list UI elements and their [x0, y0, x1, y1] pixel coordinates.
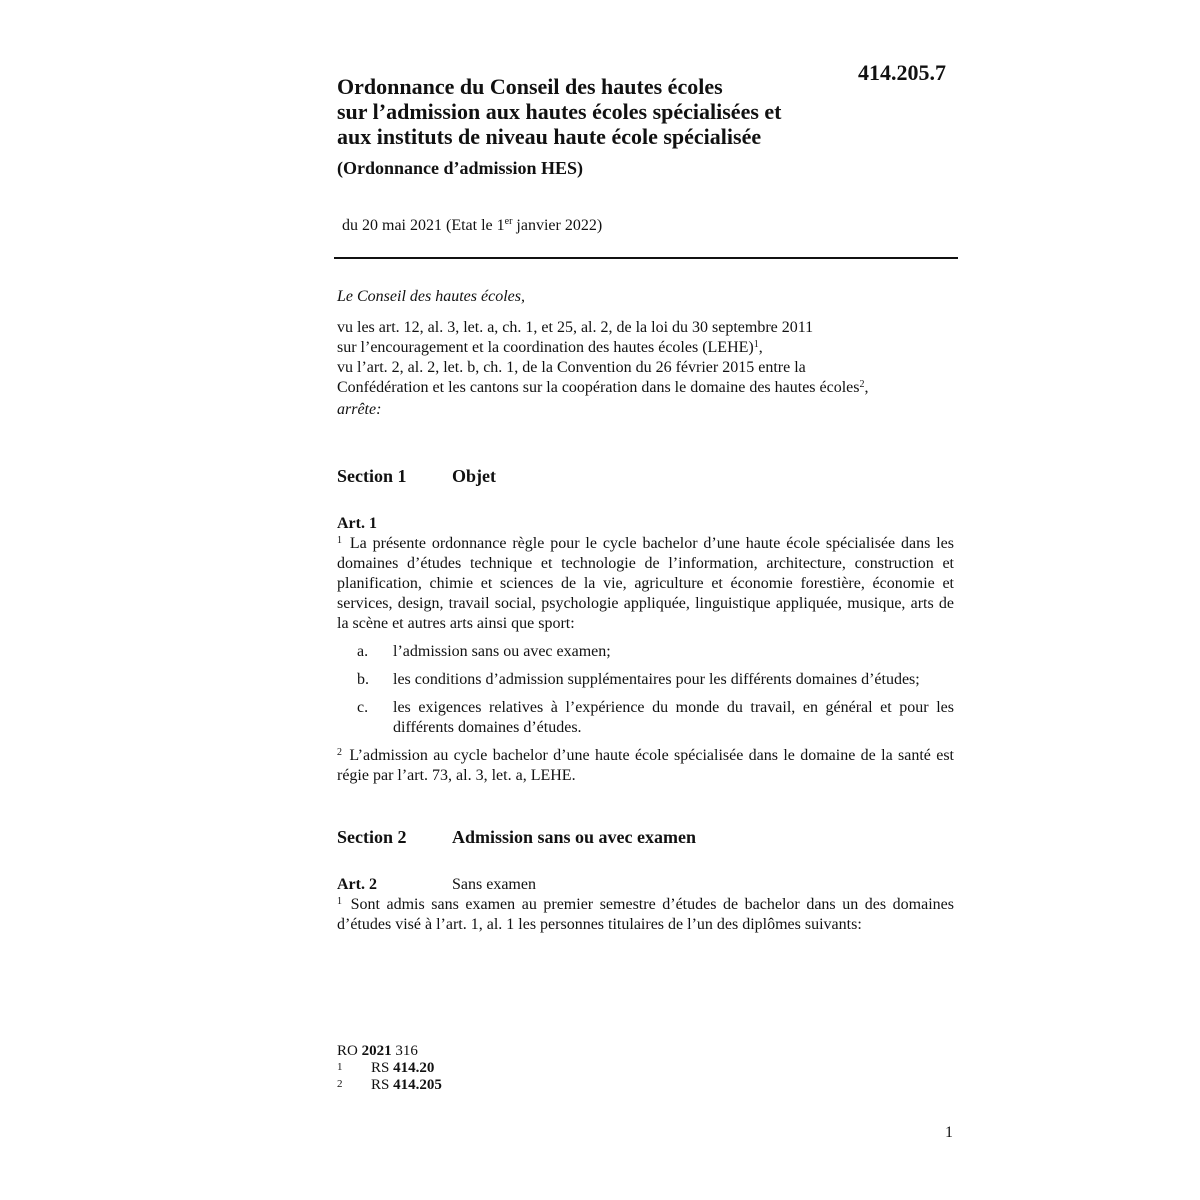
article-2-title: Sans examen: [452, 876, 536, 893]
footnote-item: [337, 1060, 442, 1077]
list-item-text: les exigences relatives à l’expérience du monde du travail, en général et pour les différents domaines d’études.: [393, 699, 954, 736]
preamble-issuer: Le Conseil des hautes écoles,: [337, 288, 525, 305]
article-1-paragraph-2: [337, 746, 954, 786]
footnote-ref: 414.20: [393, 1060, 435, 1076]
footnote-ref-1[interactable]: 1: [753, 339, 759, 350]
list-item-letter: c.: [357, 699, 369, 716]
document-body: [337, 287, 954, 935]
title-line-1: Ordonnance du Conseil des hautes écoles: [337, 74, 723, 99]
section-1-heading: [337, 465, 954, 487]
date-superscript: er: [504, 216, 513, 227]
list-item-letter: b.: [357, 671, 369, 688]
title-line-2: sur l’admission aux hautes écoles spécialisées et: [337, 99, 782, 124]
footnote-prefix: RS: [371, 1077, 394, 1093]
list-item-text: les conditions d’admission supplémentaires pour les différents domaines d’études;: [393, 671, 920, 688]
date-prefix: du 20 mai 2021 (Etat le 1: [342, 217, 505, 234]
list-item-text: l’admission sans ou avec examen;: [393, 643, 611, 660]
section-2-number: Section 2: [337, 827, 407, 847]
footnotes: [337, 1043, 442, 1094]
sr-number: 414.205.7: [858, 60, 946, 85]
header-rule: [334, 257, 958, 259]
date-suffix: janvier 2022): [512, 217, 603, 234]
footnote-text: [371, 1060, 434, 1077]
preamble-basis-2b: [337, 378, 954, 398]
article-1-list: [337, 642, 954, 738]
date-line: [342, 216, 602, 236]
section-2-title: Admission sans ou avec examen: [452, 827, 697, 847]
article-1-paragraph-1: [337, 534, 954, 634]
preamble: [337, 287, 954, 420]
footnote-prefix: RS: [371, 1060, 394, 1076]
footnote-ref-2[interactable]: 2: [859, 379, 865, 390]
preamble-decree: arrête:: [337, 401, 382, 418]
footnote-marker: 1: [337, 1061, 343, 1073]
title-block: [337, 74, 857, 179]
list-item: [337, 698, 954, 738]
preamble-basis-2a: vu l’art. 2, al. 2, let. b, ch. 1, de la Convention du 26 février 2015 entre la: [337, 359, 806, 376]
ro-prefix: RO: [337, 1043, 362, 1059]
title-line-3: aux instituts de niveau haute école spécialisée: [337, 124, 762, 149]
article-2-heading: [337, 875, 954, 895]
preamble-basis-2b-text: Confédération et les cantons sur la coopération dans le domaine des hautes écoles: [337, 379, 860, 396]
page-number: 1: [945, 1124, 953, 1141]
footnote-ref: 414.205: [393, 1077, 442, 1093]
ro-year: 2021: [361, 1043, 392, 1059]
list-item-letter: a.: [357, 643, 369, 660]
article-2-number: Art. 2: [337, 876, 377, 893]
article-1-heading: [337, 514, 954, 534]
footnote-text: [371, 1077, 442, 1094]
section-1-title: Objet: [452, 466, 496, 486]
preamble-basis-1a: vu les art. 12, al. 3, let. a, ch. 1, et 25, al. 2, de la loi du 30 septembre 2011: [337, 319, 814, 336]
preamble-basis-1b-end: ,: [758, 339, 763, 356]
article-1-number: Art. 1: [337, 515, 377, 532]
article-2-al-1-text: Sont admis sans examen au premier semestre d’études de bachelor dans un des domaines d’études visé à l’art. 1, al. 1 les personnes titulaires de l’un des diplômes suivants:: [337, 896, 955, 933]
preamble-basis-1b: [337, 338, 954, 358]
section-1-number: Section 1: [337, 466, 407, 486]
article-2-al-1-number: 1: [337, 896, 342, 907]
footnote-marker: 2: [337, 1078, 343, 1090]
footnote-item: [337, 1077, 442, 1094]
short-title: (Ordonnance d’admission HES): [337, 158, 584, 178]
article-2-paragraph-1: [337, 895, 954, 935]
article-1-al-2-number: 2: [337, 747, 342, 758]
preamble-basis-1b-text: sur l’encouragement et la coordination des hautes écoles (LEHE): [337, 339, 754, 356]
article-1-al-1-number: 1: [337, 535, 342, 546]
article-1-al-1-text: La présente ordonnance règle pour le cycle bachelor d’une haute école spécialisée dans les domaines d’études technique et technologie de l’information, architecture, construction et planification, chimie et sciences de la vie, agriculture et économie forestière, économie et services, design, travail social, psychologie appliquée, linguistique appliquée, musique, arts de la scène et autres arts ainsi que sport:: [337, 535, 955, 632]
ro-page: 316: [391, 1043, 418, 1059]
section-2-heading: [337, 826, 954, 848]
list-item: [337, 642, 954, 662]
list-item: [337, 670, 954, 690]
official-compilation-ref: [337, 1043, 442, 1060]
article-1-al-2-text: L’admission au cycle bachelor d’une haute école spécialisée dans le domaine de la santé est régie par l’art. 73, al. 3, let. a, LEHE.: [337, 747, 954, 784]
preamble-basis-2b-end: ,: [864, 379, 869, 396]
